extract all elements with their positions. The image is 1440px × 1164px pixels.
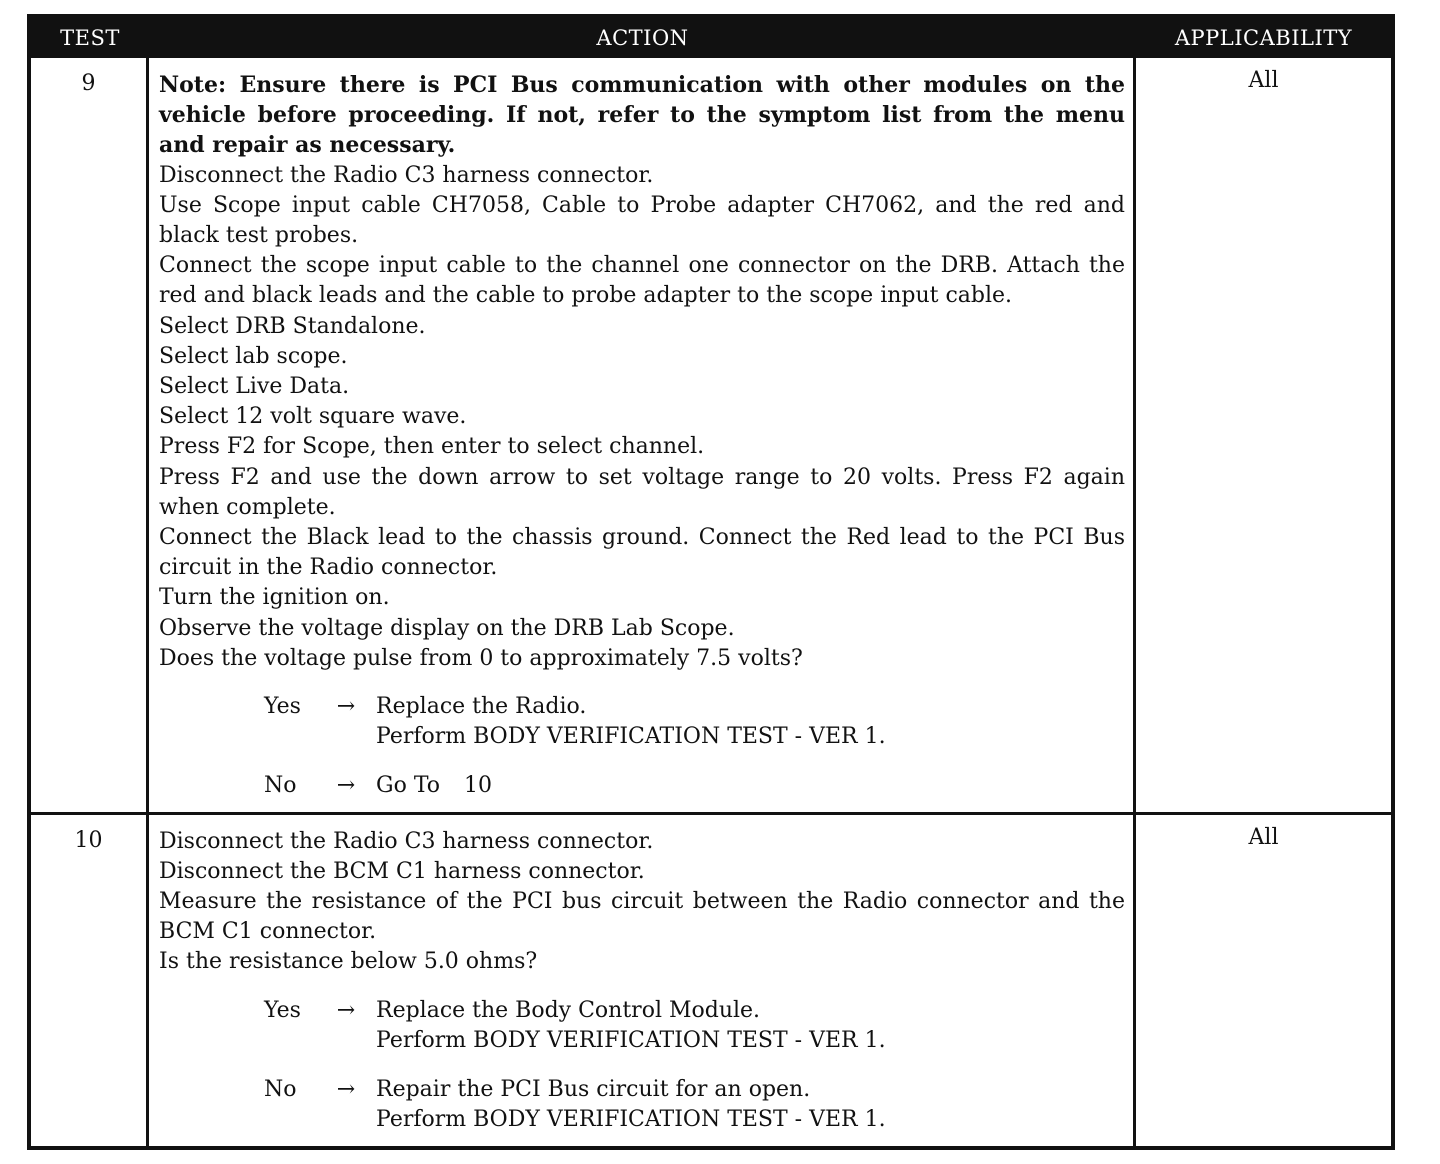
table-row <box>31 812 1391 1146</box>
no-result <box>376 1075 1125 1135</box>
test-number: 10 <box>31 815 149 1146</box>
right-arrow-icon: → <box>336 997 356 1023</box>
step-text: Select DRB Standalone. <box>159 313 426 339</box>
applicability-value: All <box>1248 68 1279 93</box>
yes-action: Replace the Radio. <box>376 694 587 720</box>
goto-test-link[interactable]: 10 <box>464 773 493 799</box>
no-verification: Perform BODY VERIFICATION TEST - VER 1. <box>376 1107 886 1133</box>
yes-branch <box>264 692 1125 752</box>
step-text: Select 12 volt square wave. <box>159 404 467 430</box>
yes-action: Replace the Body Control Module. <box>376 997 761 1023</box>
yes-verification: Perform BODY VERIFICATION TEST - VER 1. <box>376 1027 886 1053</box>
step-text: Disconnect the Radio C3 harness connector. <box>159 162 654 188</box>
yes-result <box>376 996 1125 1056</box>
no-branch <box>264 1075 1125 1135</box>
table-row <box>31 58 1391 812</box>
step-text: Select lab scope. <box>159 343 348 369</box>
result-branches <box>159 996 1125 1136</box>
diagnostic-table <box>27 14 1395 1150</box>
step-text: Observe the voltage display on the DRB Lab Scope. <box>159 615 735 641</box>
yes-label: Yes <box>264 997 301 1023</box>
action-cell <box>149 58 1136 812</box>
applicability-value: All <box>1248 824 1279 850</box>
yes-result <box>376 692 1125 752</box>
step-text: Disconnect the BCM C1 harness connector. <box>159 858 645 884</box>
step-text: Turn the ignition on. <box>159 585 390 611</box>
right-arrow-icon: → <box>336 773 356 799</box>
step-text: Connect the scope input cable to the channel one connector on the DRB. Attach the red and black leads and the cable to probe adapter to the scope input cable. <box>159 253 1125 309</box>
step-text: Press F2 and use the down arrow to set voltage range to 20 volts. Press F2 again when complete. <box>159 464 1125 520</box>
step-text: Connect the Black lead to the chassis ground. Connect the Red lead to the PCI Bus circuit in the Radio connector. <box>159 525 1125 581</box>
no-result <box>376 771 1125 801</box>
test-number: 9 <box>31 58 149 812</box>
no-label: No <box>264 773 297 799</box>
step-text: Disconnect the Radio C3 harness connector. <box>159 828 654 854</box>
no-label: No <box>264 1077 297 1103</box>
step-text: Press F2 for Scope, then enter to select channel. <box>159 434 705 460</box>
header-action: ACTION <box>596 26 689 50</box>
result-branches <box>159 692 1125 802</box>
step-text: Is the resistance below 5.0 ohms? <box>159 949 538 975</box>
yes-verification: Perform BODY VERIFICATION TEST - VER 1. <box>376 724 886 750</box>
yes-label: Yes <box>264 694 301 720</box>
right-arrow-icon: → <box>336 694 356 720</box>
header-test: TEST <box>60 26 120 50</box>
goto-label: Go To <box>376 773 441 799</box>
step-text: Use Scope input cable CH7058, Cable to Probe adapter CH7062, and the red and black test probes. <box>159 192 1125 249</box>
header-applicability: APPLICABILITY <box>1174 26 1353 50</box>
step-text: Select Live Data. <box>159 374 350 400</box>
step-text: Measure the resistance of the PCI bus circuit between the Radio connector and the BCM C1 connector. <box>159 889 1125 945</box>
step-text: Does the voltage pulse from 0 to approximately 7.5 volts? <box>159 645 803 671</box>
no-branch <box>264 771 1125 801</box>
action-cell <box>149 815 1136 1146</box>
right-arrow-icon: → <box>336 1077 356 1103</box>
no-action: Repair the PCI Bus circuit for an open. <box>376 1077 811 1103</box>
table-header <box>31 18 1391 58</box>
note-text: Note: Ensure there is PCI Bus communication with other modules on the vehicle before proceeding. If not, refer to the symptom list from the menu and repair as necessary. <box>159 72 1125 159</box>
yes-branch <box>264 996 1125 1056</box>
